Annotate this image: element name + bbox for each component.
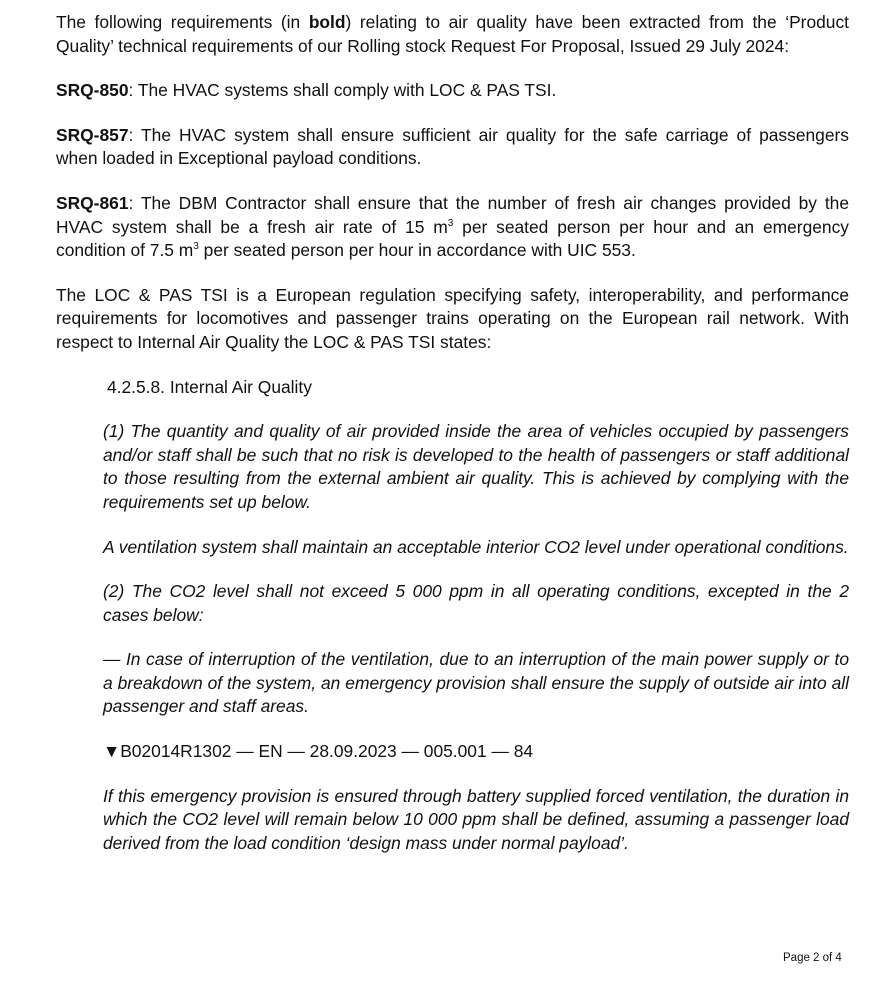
- intro-paragraph: [56, 11, 849, 58]
- intro-text-rest: ) relating to air quality have been extracted from the ‘Product Quality’ technical requirements of our Rolling stock Request For Proposal, Issued 29 July 2024:: [56, 12, 850, 56]
- quote-paragraph-1: (1) The quantity and quality of air provided inside the area of vehicles occupied by passengers and/or staff shall be such that no risk is developed to the health of passengers or staff additional to those resulting from the external ambient air quality. This is achieved by complying with the requirements set up below.: [103, 421, 849, 512]
- requirement-id: SRQ-857: [56, 124, 129, 145]
- page-number: Page 2 of 4: [783, 952, 842, 964]
- superscript: 3: [193, 241, 199, 253]
- quote-paragraph-3: (2) The CO2 level shall not exceed 5 000 ppm in all operating conditions, excepted in the 2 cases below:: [103, 581, 849, 625]
- intro-bold-word: bold: [308, 12, 346, 32]
- quote-paragraph-4: — In case of interruption of the ventilation, due to an interruption of the main power supply or to a breakdown of the system, an emergency provision shall ensure the supply of outside air into all passenger and staff areas.: [103, 649, 849, 717]
- requirement-text: : The DBM Contractor shall ensure that the number of fresh air changes provided by the HVAC system shall be a fresh air rate of 15 m: [56, 192, 849, 237]
- requirement-srq-861: [56, 192, 849, 263]
- intro-text: The following requirements (in: [56, 12, 309, 32]
- requirement-text: per seated person per hour in accordance with UIC 553.: [198, 240, 636, 261]
- requirement-text: per seated person per hour and an emergency condition of 7.5 m: [56, 216, 849, 261]
- quote-paragraph-2: A ventilation system shall maintain an acceptable interior CO2 level under operational conditions.: [103, 536, 849, 557]
- requirement-id: SRQ-850: [56, 80, 129, 101]
- requirement-srq-850: [56, 79, 849, 103]
- requirement-text: : The HVAC system shall ensure sufficient air quality for the safe carriage of passengers when loaded in Exceptional payload conditions.: [56, 124, 849, 169]
- quote-paragraph-5: If this emergency provision is ensured through battery supplied forced ventilation, the duration in which the CO2 level will remain below 10 000 ppm shall be defined, assuming a passenger load derived from the load condition ‘design mass under normal payload’.: [103, 785, 849, 853]
- tsi-intro-paragraph: The LOC & PAS TSI is a European regulation specifying safety, interoperability, and performance requirements for locomotives and passenger trains operating on the European rail network. With respect to Internal Air Quality the LOC & PAS TSI states:: [56, 284, 849, 352]
- document-body: [56, 11, 849, 855]
- requirement-id: SRQ-861: [56, 192, 129, 213]
- requirement-text: : The HVAC systems shall comply with LOC & PAS TSI.: [128, 80, 557, 101]
- superscript: 3: [447, 217, 454, 229]
- quote-heading: 4.2.5.8. Internal Air Quality: [107, 376, 312, 397]
- regulation-reference: ▼B02014R1302 — EN — 28.09.2023 — 005.001 — 84: [103, 741, 534, 762]
- requirement-srq-857: [56, 124, 849, 171]
